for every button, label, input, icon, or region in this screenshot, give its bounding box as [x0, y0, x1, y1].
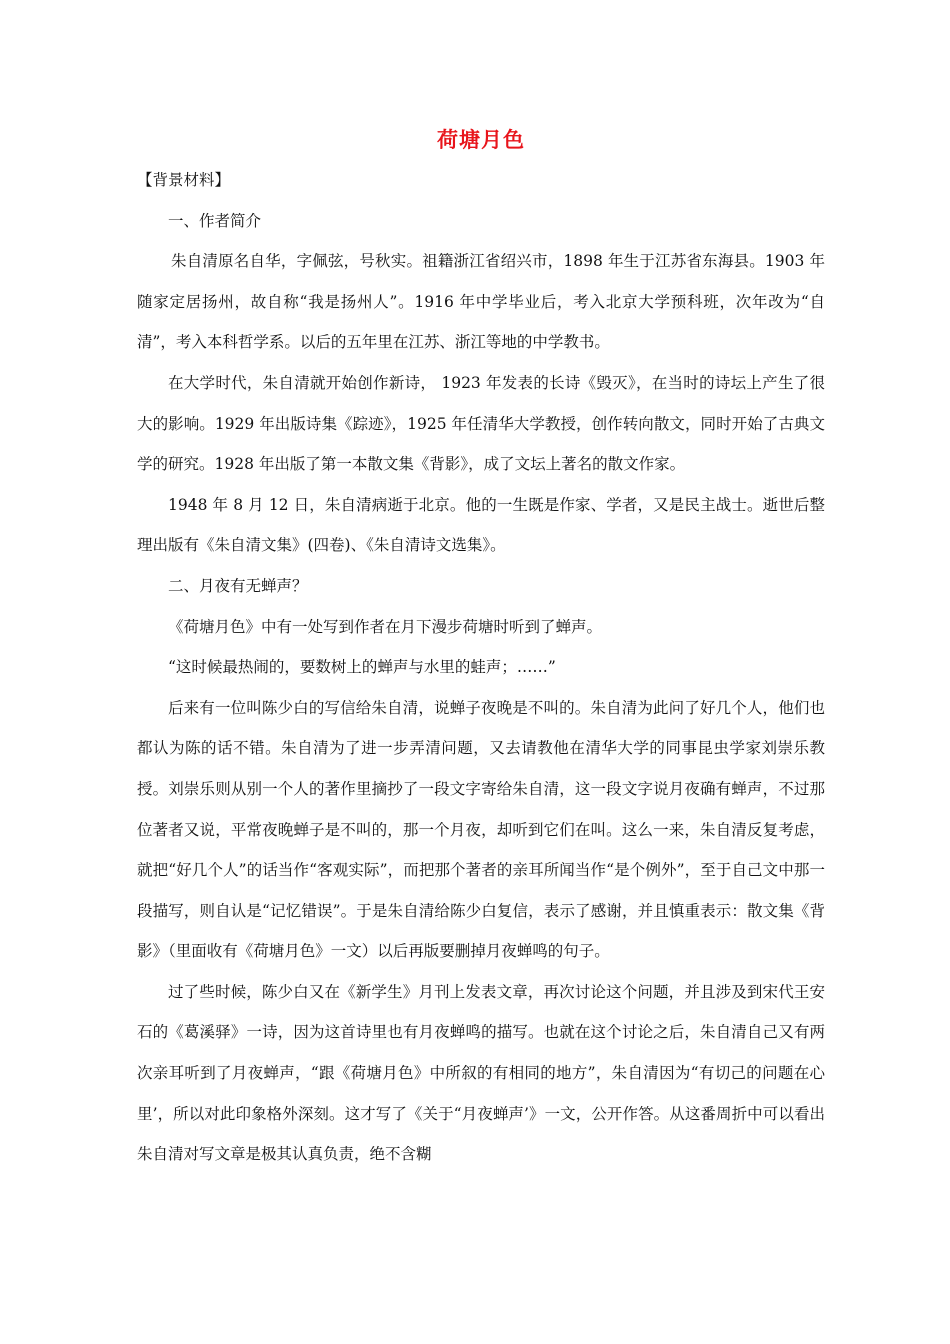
background-material-label: 【背景材料】	[137, 171, 231, 189]
paragraph-chen-letter: 后来有一位叫陈少白的写信给朱自清，说蝉子夜晚是不叫的。朱自清为此问了好几个人，他们也都认为陈的话不错。朱自清为了进一步弄清问题，又去请教他在清华大学的同事昆虫学家刘崇乐教授。刘崇乐则从别一个人的著作里摘抄了一段文字寄给朱自清，这一段文字说月夜确有蝉声，不过那位著者又说，平常夜晚蝉子是不叫的，那一个月夜，却听到它们在叫。这么一来，朱自清反复考虑，就把“好几个人”的话当作“客观实际”，而把那个著者的亲耳所闻当作“是个例外”，至于自己文中那一段描写，则自认是“记忆错误”。于是朱自清给陈少白复信，表示了感谢，并且慎重表示：散文集《背影》（里面收有《荷塘月色》一文）以后再版要删掉月夜蝉鸣的句子。	[137, 698, 825, 961]
paragraph-follow-up: 过了些时候，陈少白又在《新学生》月刊上发表文章，再次讨论这个问题，并且涉及到宋代王安石的《葛溪驿》一诗，因为这首诗里也有月夜蝉鸣的描写。也就在这个讨论之后，朱自清自己又有两次亲耳听到了月夜蝉声，“跟《荷塘月色》中所叙的有相同的地方”，朱自清因为“有切己的问题在心里’，所以对此印象格外深刻。这才写了《关于“月夜蝉声’》一文，公开作答。从这番周折中可以看出朱自清对写文章是极其认真负责，绝不含糊	[137, 982, 825, 1164]
document-title: 荷塘月色	[437, 128, 525, 152]
paragraph-poetry-career: 在大学时代，朱自清就开始创作新诗， 1923 年发表的长诗《毁灭》，在当时的诗坛上产生了很大的影响。1929 年出版诗集《踪迹》，1925 年任清华大学教授，创作转向散文，同时开始了古典文学的研究。1928 年出版了第一本散文集《背影》，成了文坛上著名的散文作家。	[137, 373, 825, 474]
document-body	[137, 160, 825, 1175]
section-heading-author-intro: 一、作者简介	[168, 211, 262, 230]
section-heading-cicada: 二、月夜有无蝉声？	[168, 576, 308, 595]
paragraph-death: 1948 年 8 月 12 日，朱自清病逝于北京。他的一生既是作家、学者，又是民主战士。逝世后整理出版有《朱自清文集》(四卷)、《朱自清诗文选集》。	[137, 495, 825, 555]
paragraph-author-bio: 朱自清原名自华，字佩弦，号秋实。祖籍浙江省绍兴市，1898 年生于江苏省东海县。1903 年随家定居扬州，故自称“我是扬州人”。1916 年中学毕业后，考入北京大学预科班，次年改为“自清”，考入本科哲学系。以后的五年里在江苏、浙江等地的中学教书。	[137, 252, 825, 352]
paragraph-quote: “这时候最热闹的，要数树上的蝉声与水里的蛙声；……”	[168, 658, 556, 677]
paragraph-cicada-mention: 《荷塘月色》中有一处写到作者在月下漫步荷塘时听到了蝉声。	[168, 617, 603, 636]
